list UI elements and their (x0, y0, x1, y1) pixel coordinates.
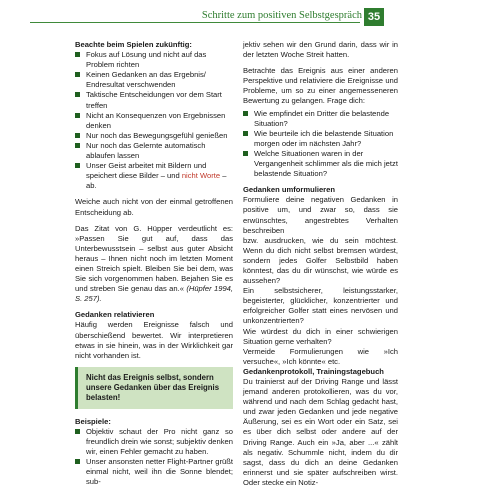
paragraph: Formuliere deine negativen Gedanken in positive um, und zwar so, dass sie erwünschtes, angestrebtes Verhalten beschreiben (243, 195, 398, 235)
square-bullet-icon (75, 163, 80, 168)
highlight-text: nicht Worte (181, 171, 221, 181)
square-bullet-icon (75, 92, 80, 97)
square-bullet-icon (243, 131, 248, 136)
page-number-badge: 35 (364, 8, 384, 26)
list-item: Wie beurteile ich die belastende Situation morgen oder im nächsten Jahr? (243, 129, 398, 149)
square-bullet-icon (75, 72, 80, 77)
tips-list (75, 50, 233, 191)
paragraph: bzw. ausdrucken, wie du sein möchtest. Wenn du dich nicht selbst bremsen würdest, sondern jedes Golfer Selbstbild haben könntest, das du dir wünschst, wie würde es aussehen? (243, 235, 398, 286)
list-item: Taktische Entscheidungen vor dem Start treffen (75, 90, 233, 110)
list-item: Objektiv schaut der Pro nicht ganz so freundlich drein wie sonst; subjektiv denken wir, einen Fehler gemacht zu haben. (75, 427, 233, 457)
paragraph: jektiv sehen wir den Grund darin, dass wir in der letzten Woche Streit hatten. (243, 40, 398, 60)
list-item: Nur noch das Gelernte automatisch ablaufen lassen (75, 141, 233, 161)
paragraph: Ein selbstsicherer, leistungsstarker, begeisterter, glücklicher, konzentrierter und erfolgreicher Golfer statt eines nervösen und unkonzentrierten? (243, 286, 398, 326)
page-header (0, 0, 480, 30)
header-rule (30, 22, 360, 23)
questions-list (243, 109, 398, 180)
quote-paragraph: Das Zitat von G. Hüpper verdeutlicht es: »Passen Sie gut auf, dass das Unterbewusstsein – selbst aus guter Absicht heraus – Ihnen nicht noch im letzten Moment einen Streich spielt. Bleiben Sie bei dem, was Sie sich vorgenommen haben. Bejahen Sie es und streben Sie genau das an.« (Hüpfer 1994, S. 257). (75, 223, 233, 304)
list-item: Keinen Gedanken an das Ergebnis/ Endresultat verschwenden (75, 70, 233, 90)
examples-list (75, 427, 233, 488)
square-bullet-icon (243, 111, 248, 116)
paragraph: Betrachte das Ereignis aus einer anderen Perspektive und relativiere die Ereignisse und Probleme, um so zu einer angemesseneren Bewertung zu gelangen. Frage dich: (243, 66, 398, 106)
list-item: Nicht an Konsequenzen von Ergebnissen denken (75, 111, 233, 131)
heading-gedankenprotokoll: Gedankenprotokoll, Trainingstagebuch (243, 366, 384, 376)
paragraph: Häufig werden Ereignisse falsch und überschießend bewertet. Wir interpretieren etwas in sie hinein, was in der Wirklichkeit gar nicht vorhanden ist. (75, 320, 233, 360)
list-item: Unser ansonsten netter Flight-Partner grüßt einmal nicht, weil ihn die Sonne blendet; sub- (75, 457, 233, 487)
heading-gedanken-relativieren: Gedanken relativieren (75, 310, 155, 320)
list-item: Nur noch das Bewegungsgefühl genießen (75, 131, 233, 141)
list-item: Unser Geist arbeitet mit Bildern und speichert diese Bilder – und nicht Worte – ab. (75, 161, 233, 191)
callout-box: Nicht das Ereignis selbst, sondern unsere Gedanken über das Ereignis belasten! (75, 367, 233, 409)
citation: (Hüpfer 1994, S. 257). (75, 284, 233, 304)
list-item: Fokus auf Lösung und nicht auf das Problem richten (75, 50, 233, 70)
square-bullet-icon (243, 151, 248, 156)
square-bullet-icon (75, 459, 80, 464)
square-bullet-icon (75, 133, 80, 138)
heading-beispiele: Beispiele: (75, 416, 111, 426)
paragraph: Vermeide Formulierungen wie »Ich versuche«, »Ich könnte« etc. (243, 346, 398, 366)
square-bullet-icon (75, 52, 80, 57)
left-column (75, 40, 233, 493)
paragraph: Weiche auch nicht von der einmal getroffenen Entscheidung ab. (75, 197, 233, 217)
square-bullet-icon (75, 113, 80, 118)
square-bullet-icon (75, 143, 80, 148)
heading-gedanken-umformulieren: Gedanken umformulieren (243, 185, 335, 195)
right-column (243, 40, 398, 494)
heading-beachte: Beachte beim Spielen zukünftig: (75, 40, 192, 49)
paragraph: Du trainierst auf der Driving Range und lässt jemand anderen protokollieren, was du vor, während und nach dem Schlag gedacht hast, und zwar jeden Gedanken und jede negative Äußerung, sei es ein Wort oder ein Satz, sei es über dich selbst oder andere auf der Driving Range. Auch ein »Ja, aber ...« zählt als negativ. Schummle nicht, indem du dir sagst, dass du dich an deine Gedanken erinnerst und sie später aufschreiben wirst. Oder stecke ein Notiz- (243, 377, 398, 487)
running-title: Schritte zum positiven Selbstgespräch (201, 10, 362, 21)
paragraph: Wie würdest du dich in einer schwierigen Situation gerne verhalten? (243, 326, 398, 346)
list-item: Wie empfindet ein Dritter die belastende Situation? (243, 109, 398, 129)
square-bullet-icon (75, 429, 80, 434)
list-item: Welche Situationen waren in der Vergangenheit schlimmer als die mich jetzt belastende Situation? (243, 149, 398, 179)
